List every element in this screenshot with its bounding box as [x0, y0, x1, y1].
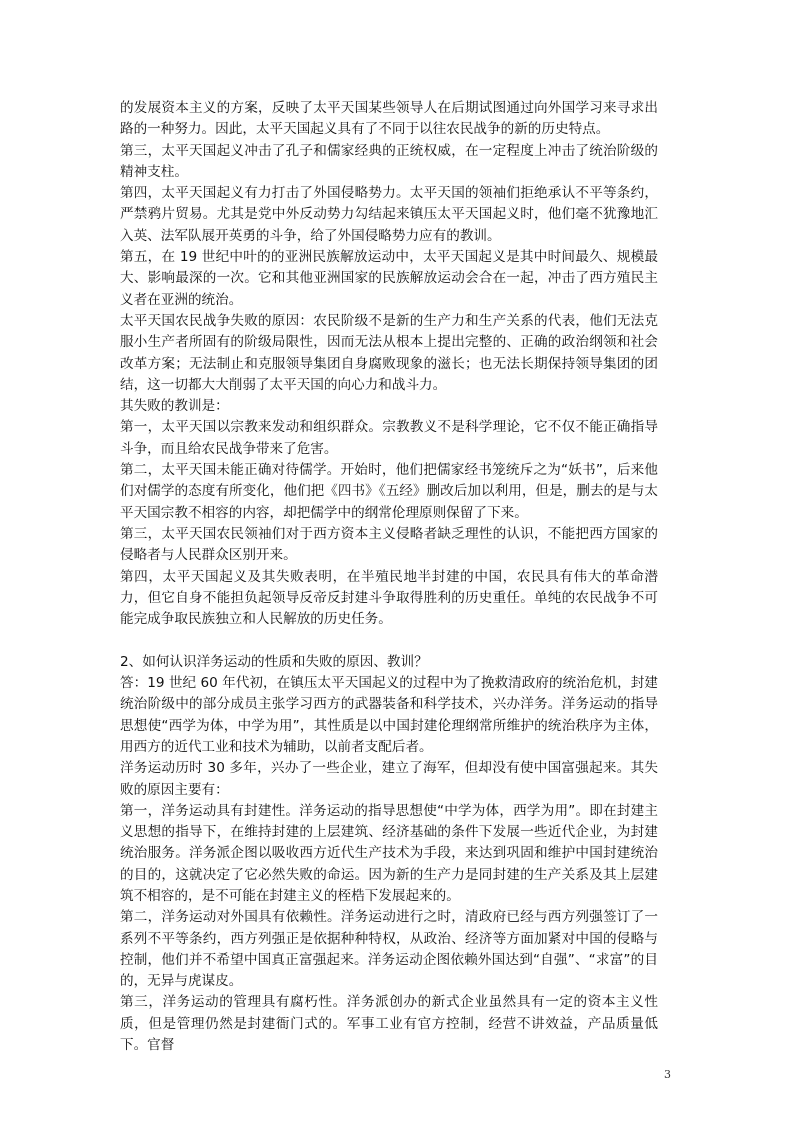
paragraph-4: 第五，在 19 世纪中叶的的亚洲民族解放运动中，太平天国起义是其中时间最久、规模最大、影响最深的一次。它和其他亚洲国家的民族解放运动会合在一起，冲击了西方殖民主义者在亚洲的统治。 [120, 249, 658, 308]
paragraph-13: 第一，洋务运动具有封建性。洋务运动的指导思想使“中学为体，西学为用”。即在封建主义思想的指导下，在维持封建的上层建筑、经济基础的条件下发展一些近代企业，为封建统治服务。洋务派企图以吸收西方近代生产技术为手段，来达到巩固和维护中国封建统治的目的，这就决定了它必然失败的命运。因为新的生产力是同封建的生产关系及其上层建筑不相容的，是不可能在封建主义的桎梏下发展起来的。 [120, 802, 658, 904]
paragraph-15: 第三，洋务运动的管理具有腐朽性。洋务派创办的新式企业虽然具有一定的资本主义性质，但是管理仍然是封建衙门式的。军事工业有官方控制，经营不讲效益，产品质量低下。官督 [120, 994, 658, 1054]
blank-line [120, 630, 658, 651]
paragraph-14: 第二，洋务运动对外国具有依赖性。洋务运动进行之时，清政府已经与西方列强签订了一系列不平等条约，西方列强正是依据种种特权，从政治、经济等方面加紧对中国的侵略与控制，他们并不希望中国真正富强起来。洋务运动企图依赖外国达到“自强”、“求富”的目的，无异与虎谋皮。 [120, 909, 658, 990]
paragraph-11: 答：19 世纪 60 年代初，在镇压太平天国起义的过程中为了挽救清政府的统治危机，封建统治阶级中的部分成员主张学习西方的武器装备和科学技术，兴办洋务。洋务运动的指导思想使“西学为体，中学为用”，其性质是以中国封建伦理纲常所维护的统治秩序为主体，用西方的近代工业和技术为辅助，以前者支配后者。 [120, 675, 658, 755]
document-body [120, 98, 658, 1056]
paragraph-6: 其失败的教训是： [120, 398, 229, 415]
paragraph-1: 的发展资本主义的方案，反映了太平天国某些领导人在后期试图通过向外国学习来寻求出路的一种努力。因此，太平天国起义具有了不同于以往农民战争的新的历史特点。 [120, 100, 658, 138]
paragraph-10: 第四，太平天国起义及其失败表明，在半殖民地半封建的中国，农民具有伟大的革命潜力，但它自身不能担负起领导反帝反封建斗争取得胜利的历史重任。单纯的农民战争不可能完成争取民族独立和人民解放的历史任务。 [120, 568, 658, 628]
paragraph-12: 洋务运动历时 30 多年，兴办了一些企业，建立了海军，但却没有使中国富强起来。其失败的原因主要有： [120, 760, 658, 798]
paragraph-3: 第四，太平天国起义有力打击了外国侵略势力。太平天国的领袖们拒绝承认不平等条约，严禁鸦片贸易。尤其是党中外反动势力勾结起来镇压太平天国起义时，他们毫不犹豫地汇入英、法军队展开英勇的斗争，给了外国侵略势力应有的教训。 [120, 185, 658, 244]
paragraph-7: 第一，太平天国以宗教来发动和组织群众。宗教教义不是科学理论，它不仅不能正确指导斗争，而且给农民战争带来了危害。 [120, 419, 658, 457]
paragraph-2: 第三，太平天国起义冲击了孔子和儒家经典的正统权威，在一定程度上冲击了统治阶级的精神支柱。 [120, 142, 658, 180]
question-heading: 2、如何认识洋务运动的性质和失败的原因、教训？ [120, 653, 428, 670]
paragraph-5: 太平天国农民战争失败的原因：农民阶级不是新的生产力和生产关系的代表，他们无法克服小生产者所固有的阶级局限性，因而无法从根本上提出完整的、正确的政治纲领和社会改革方案；无法制止和克服领导集团自身腐败现象的滋长；也无法长期保持领导集团的团结，这一切都大大削弱了太平天国的向心力和战斗力。 [120, 312, 658, 393]
page-number: 3 [664, 1068, 671, 1081]
paragraph-8: 第二，太平天国未能正确对待儒学。开始时，他们把儒家经书笼统斥之为“妖书”，后来他们对儒学的态度有所变化，他们把《四书》《五经》删改后加以利用，但是，删去的是与太平天国宗教不相容的内容，却把儒学中的纲常伦理原则保留了下来。 [120, 462, 658, 521]
paragraph-9: 第三，太平天国农民领袖们对于西方资本主义侵略者缺乏理性的认识，不能把西方国家的侵略者与人民群众区别开来。 [120, 525, 658, 564]
